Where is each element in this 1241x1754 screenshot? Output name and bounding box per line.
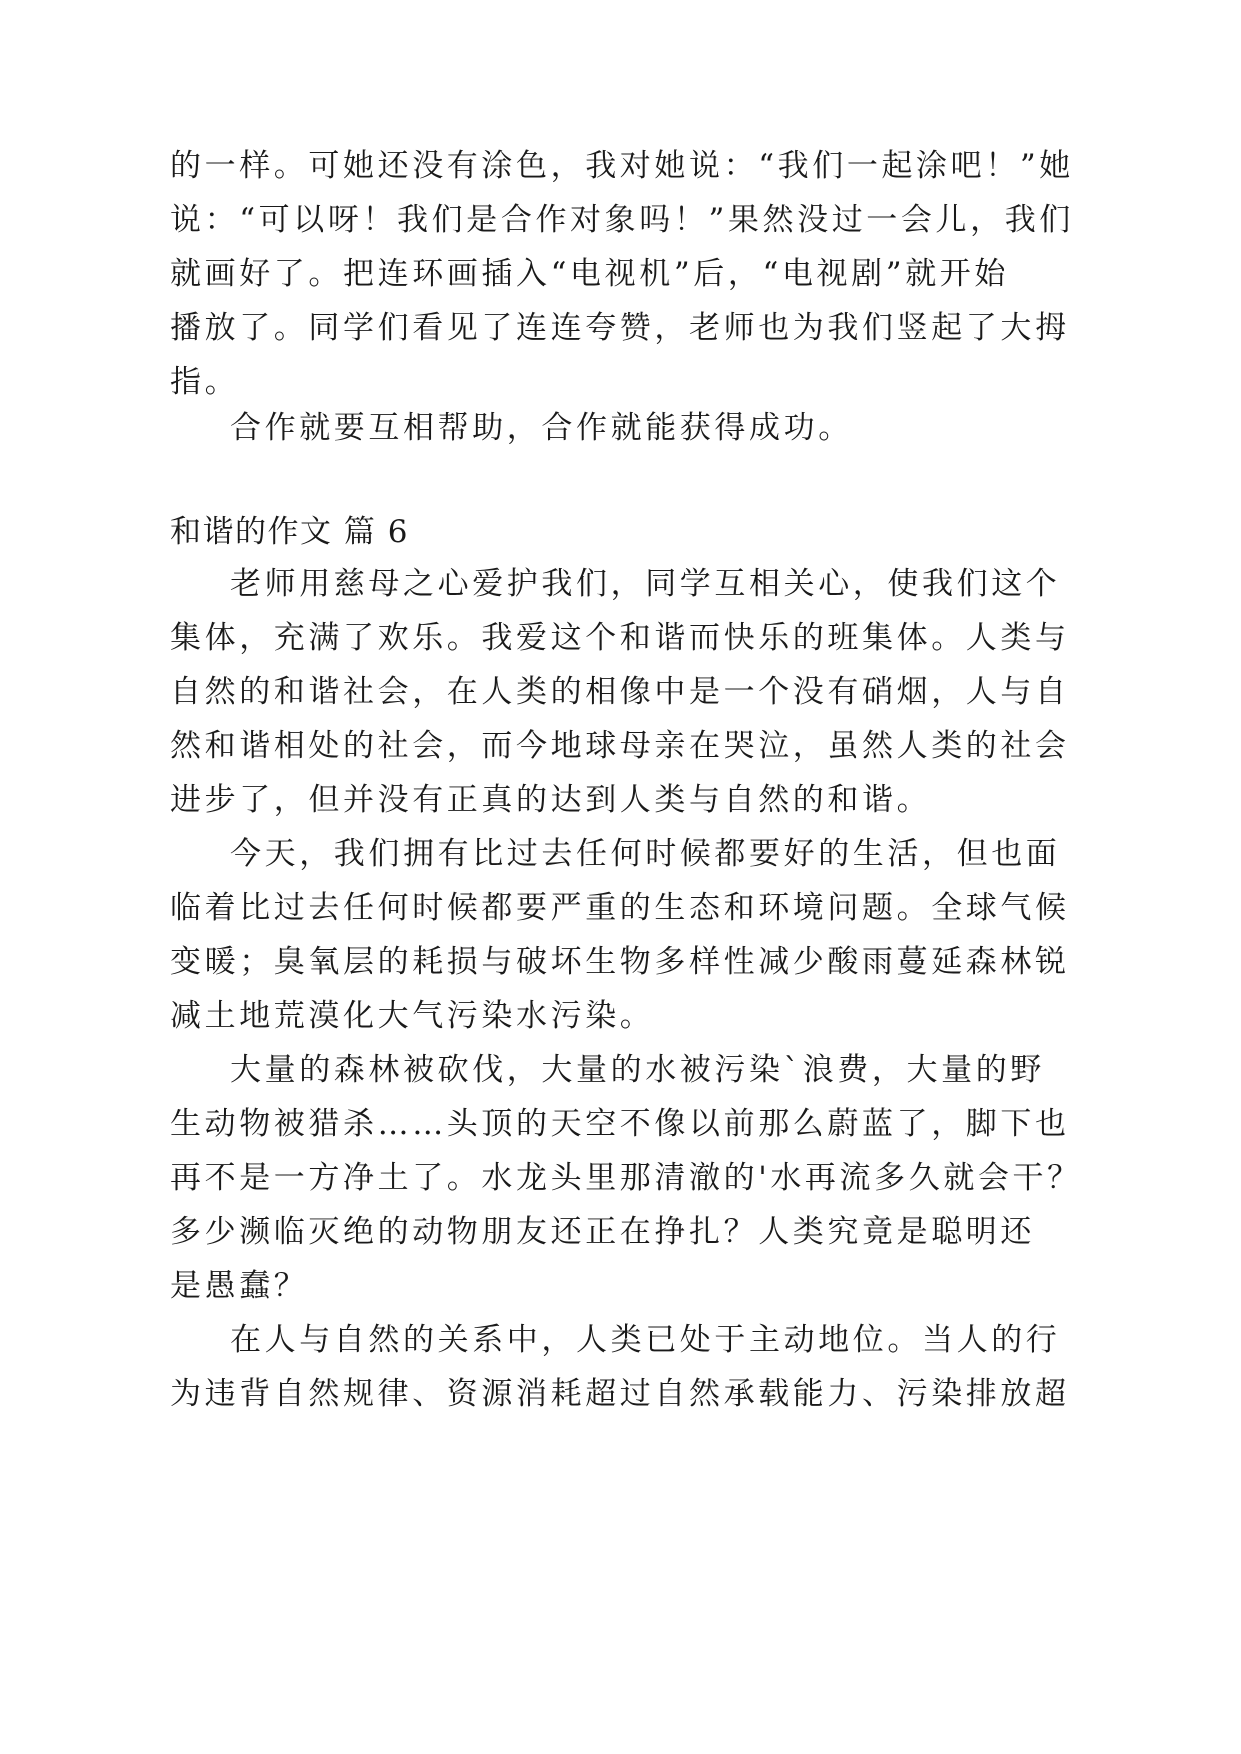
text-line: 为违背自然规律、资源消耗超过自然承载能力、污染排放超 — [170, 1376, 1070, 1412]
text-line: 集体，充满了欢乐。我爱这个和谐而快乐的班集体。人类与 — [170, 620, 1070, 656]
section-heading: 和谐的作文 篇 6 — [170, 514, 409, 550]
text-line: 在人与自然的关系中，人类已处于主动地位。当人的行 — [230, 1322, 1061, 1358]
text-line: 就画好了。把连环画插入“电视机”后，“电视剧”就开始 — [170, 256, 1009, 292]
text-line: 播放了。同学们看见了连连夸赞，老师也为我们竖起了大拇 — [170, 310, 1070, 346]
text-line: 说：“可以呀！我们是合作对象吗！”果然没过一会儿，我们 — [170, 202, 1074, 238]
text-line: 临着比过去任何时候都要严重的生态和环境问题。全球气候 — [170, 890, 1070, 926]
text-line: 老师用慈母之心爱护我们，同学互相关心，使我们这个 — [230, 566, 1061, 602]
text-line: 减土地荒漠化大气污染水污染。 — [170, 998, 655, 1034]
text-line: 今天，我们拥有比过去任何时候都要好的生活，但也面 — [230, 836, 1061, 872]
text-line: 生动物被猎杀……头顶的天空不像以前那么蔚蓝了，脚下也 — [170, 1106, 1070, 1142]
text-line: 进步了，但并没有正真的达到人类与自然的和谐。 — [170, 782, 932, 818]
text-line: 是愚蠢？ — [170, 1268, 309, 1304]
text-line: 再不是一方净土了。水龙头里那清澈的'水再流多久就会干？ — [170, 1160, 1082, 1196]
text-line: 的一样。可她还没有涂色，我对她说：“我们一起涂吧！”她 — [170, 148, 1074, 184]
text-line: 然和谐相处的社会，而今地球母亲在哭泣，虽然人类的社会 — [170, 728, 1070, 764]
text-line: 合作就要互相帮助，合作就能获得成功。 — [230, 410, 853, 446]
text-line: 多少濒临灭绝的动物朋友还正在挣扎？人类究竟是聪明还 — [170, 1214, 1035, 1250]
text-line: 大量的森林被砍伐，大量的水被污染`浪费，大量的野 — [230, 1052, 1045, 1088]
text-line: 指。 — [170, 364, 240, 400]
text-line: 自然的和谐社会，在人类的相像中是一个没有硝烟，人与自 — [170, 674, 1070, 710]
text-line: 变暖；臭氧层的耗损与破坏生物多样性减少酸雨蔓延森林锐 — [170, 944, 1070, 980]
